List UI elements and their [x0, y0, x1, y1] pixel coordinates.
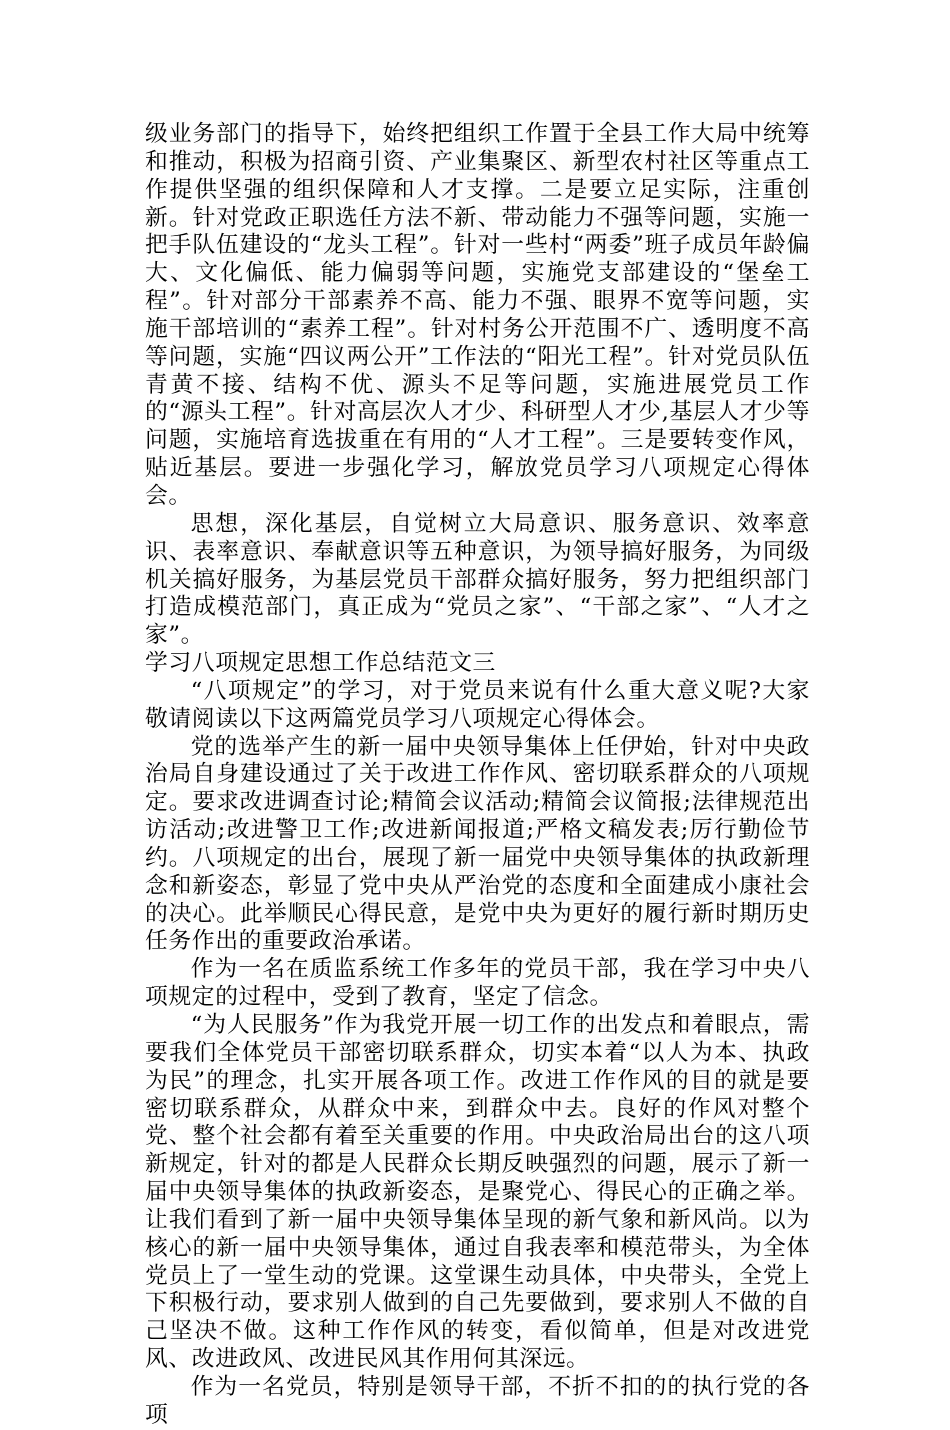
body-paragraph: 党的选举产生的新一届中央领导集体上任伊始，针对中央政治局自身建设通过了关于改进工作作风、密切联系群众的八项规定。要求改进调查讨论;精简会议活动;精简会议简报;法律规范出访活动;改进警卫工作;改进新闻报道;严格文稿发表;厉行勤俭节约。八项规定的出台，展现了新一届党中央领导集体的执政新理念和新姿态，彰显了党中央从严治党的态度和全面建成小康社会的决心。此举顺民心得民意，是党中央为更好的履行新时期历史任务作出的重要政治承诺。: [145, 733, 810, 955]
body-paragraph: 作为一名党员，特别是领导干部，不折不扣的的执行党的各项: [145, 1373, 810, 1428]
body-paragraph: 思想，深化基层，自觉树立大局意识、服务意识、效率意识、表率意识、奉献意识等五种意识，为领导搞好服务，为同级机关搞好服务，为基层党员干部群众搞好服务，努力把组织部门打造成模范部门，真正成为“党员之家”、“干部之家”、“人才之家”。: [145, 510, 810, 649]
body-paragraph: “八项规定”的学习，对于党员来说有什么重大意义呢?大家敬请阅读以下这两篇党员学习八项规定心得体会。: [145, 677, 810, 732]
section-heading: 学习八项规定思想工作总结范文三: [145, 650, 496, 677]
body-paragraph: “为人民服务”作为我党开展一切工作的出发点和着眼点，需要我们全体党员干部密切联系群众，切实本着“以人为本、执政为民”的理念，扎实开展各项工作。改进工作作风的目的就是要密切联系群众，从群众中来，到群众中去。良好的作风对整个党、整个社会都有着至关重要的作用。中央政治局出台的这八项新规定，针对的都是人民群众长期反映强烈的问题，展示了新一届中央领导集体的执政新姿态，是聚党心、得民心的正确之举。让我们看到了新一届中央领导集体呈现的新气象和新风尚。以为核心的新一届中央领导集体，通过自我表率和模范带头，为全体党员上了一堂生动的党课。这堂课生动具体，中央带头，全党上下积极行动，要求别人做到的自己先要做到，要求别人不做的自己坚决不做。这种工作作风的转变，看似简单，但是对改进党风、改进政风、改进民风其作用何其深远。: [145, 1012, 810, 1373]
body-paragraph: 级业务部门的指导下，始终把组织工作置于全县工作大局中统筹和推动，积极为招商引资、产业集聚区、新型农村社区等重点工作提供坚强的组织保障和人才支撑。二是要立足实际，注重创新。针对党政正职选任方法不新、带动能力不强等问题，实施一把手队伍建设的“龙头工程”。针对一些村“两委”班子成员年龄偏大、文化偏低、能力偏弱等问题，实施党支部建设的“堡垒工程”。针对部分干部素养不高、能力不强、眼界不宽等问题，实施干部培训的“素养工程”。针对村务公开范围不广、透明度不高等问题，实施“四议两公开”工作法的“阳光工程”。针对党员队伍青黄不接、结构不优、源头不足等问题，实施进展党员工作的“源头工程”。针对高层次人才少、科研型人才少,基层人才少等问题，实施培育选拔重在有用的“人才工程”。三是要转变作风，贴近基层。要进一步强化学习，解放党员学习八项规定心得体会。: [145, 121, 810, 509]
document-page: [145, 121, 810, 1430]
body-paragraph: 作为一名在质监系统工作多年的党员干部，我在学习中央八项规定的过程中，受到了教育，坚定了信念。: [145, 956, 810, 1011]
